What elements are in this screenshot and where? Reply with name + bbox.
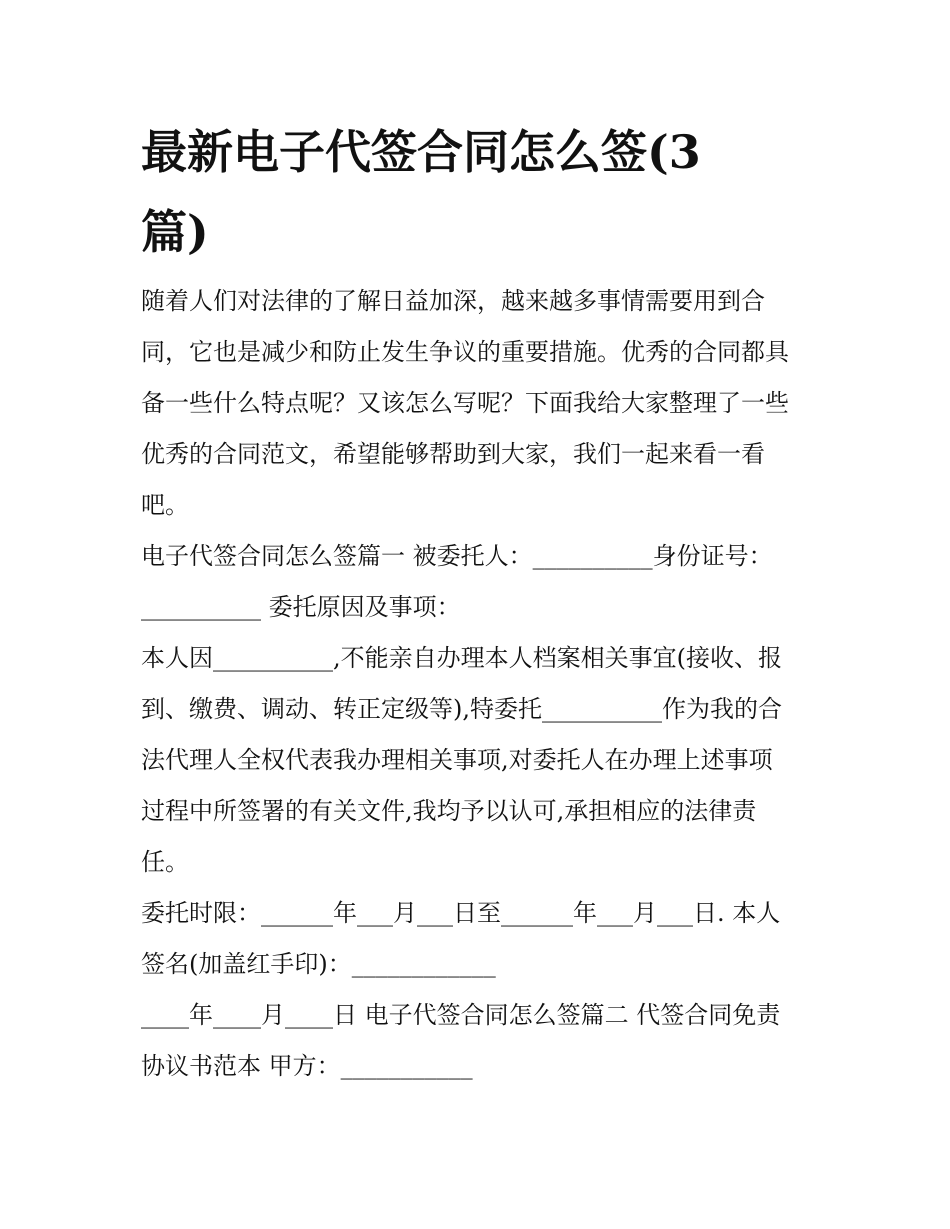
body-line: __________ 委托原因及事项： [141,593,461,621]
body-line: 电子代签合同怎么签篇一 被委托人：__________身份证号： [141,542,773,570]
body-line: 委托时限：______年___月___日至______年___月___日. 本人 [141,899,781,927]
body-line: 签名(加盖红手印)：____________ [141,950,496,978]
body-line: 本人因__________,不能亲自办理本人档案相关事宜(接收、报 [141,644,782,672]
document-body [141,276,831,1092]
title-line: 最新电子代签合同怎么签(3 [141,125,701,179]
body-line: 法代理人全权代表我办理相关事项,对委托人在办理上述事项 [141,746,773,774]
body-line: ____年____月____日 电子代签合同怎么签篇二 代签合同免责 [141,1001,781,1029]
body-line: 优秀的合同范文，希望能够帮助到大家，我们一起来看一看 [141,440,765,468]
body-line: 协议书范本 甲方：___________ [141,1052,473,1080]
body-line: 到、缴费、调动、转正定级等),特委托__________作为我的合 [141,695,782,723]
document-title [141,112,781,272]
body-line: 任。 [141,848,189,876]
body-line: 备一些什么特点呢？又该怎么写呢？下面我给大家整理了一些 [141,389,789,417]
body-line: 吧。 [141,491,189,519]
body-line: 随着人们对法律的了解日益加深，越来越多事情需要用到合 [141,287,765,315]
body-line: 过程中所签署的有关文件,我均予以认可,承担相应的法律责 [141,797,757,825]
title-line: 篇) [141,205,209,259]
body-line: 同，它也是减少和防止发生争议的重要措施。优秀的合同都具 [141,338,789,366]
